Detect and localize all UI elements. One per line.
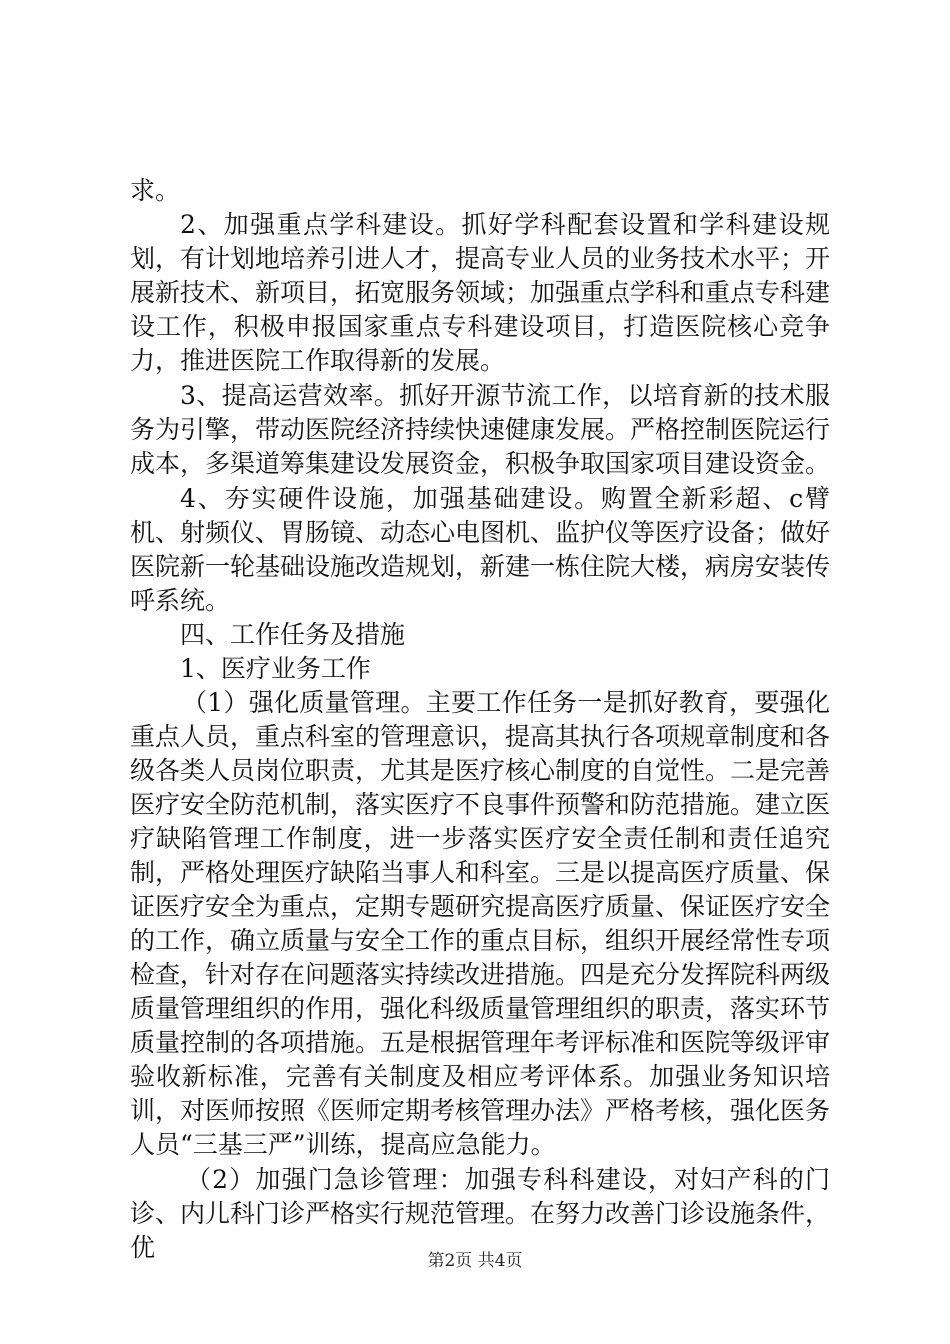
paragraph-continuation: 求。 [130,176,181,205]
document-body [130,174,830,1265]
paragraph-quality-management: （1）强化质量管理。主要工作任务一是抓好教育，要强化重点人员，重点科室的管理意识，提高其执行各项规章制度和各级各类人员岗位职责，尤其是医疗核心制度的自觉性。二是完善医疗安全防范机制，落实医疗不良事件预警和防范措施。建立医疗缺陷管理工作制度，进一步落实医疗安全责任制和责任追究制，严格处理医疗缺陷当事人和科室。三是以提高医疗质量、保证医疗安全为重点，定期专题研究提高医疗质量、保证医疗安全的工作，确立质量与安全工作的重点目标，组织开展经常性专项检查，针对存在问题落实持续改进措施。四是充分发挥院科两级质量管理组织的作用，强化科级质量管理组织的职责，落实环节质量控制的各项措施。五是根据管理年考评标准和医院等级评审验收新标准，完善有关制度及相应考评体系。加强业务知识培训，对医师按照《医师定期考核管理办法》严格考核，强化医务人员“三基三严”训练，提高应急能力。 [130,688,831,1159]
subsection-heading-medical-work: 1、医疗业务工作 [180,654,371,683]
section-heading-tasks-measures: 四、工作任务及措施 [180,620,406,649]
paragraph-key-disciplines: 2、加强重点学科建设。抓好学科配套设置和学科建设规划，有计划地培养引进人才，提高专业人员的业务技术水平；开展新技术、新项目，拓宽服务领域；加强重点学科和重点专科建设工作，积极申报国家重点专科建设项目，打造医院核心竞争力，推进医院工作取得新的发展。 [130,210,831,375]
paragraph-operating-efficiency: 3、提高运营效率。抓好开源节流工作，以培育新的技术服务为引擎，带动医院经济持续快速健康发展。严格控制医院运行成本，多渠道筹集建设发展资金，积极争取国家项目建设资金。 [130,381,831,478]
paragraph-hardware-facilities: 4、夯实硬件设施，加强基础建设。购置全新彩超、c臂机、射频仪、胃肠镜、动态心电图机、监护仪等医疗设备；做好医院新一轮基础设施改造规划，新建一栋住院大楼，病房安装传呼系统。 [130,484,831,615]
paragraph-outpatient-management: （2）加强门急诊管理：加强专科科建设，对妇产科的门诊、内儿科门诊严格实行规范管理。在努力改善门诊设施条件，优 [130,1165,831,1262]
page-number-footer: 第2页 共4页 [427,1251,523,1271]
